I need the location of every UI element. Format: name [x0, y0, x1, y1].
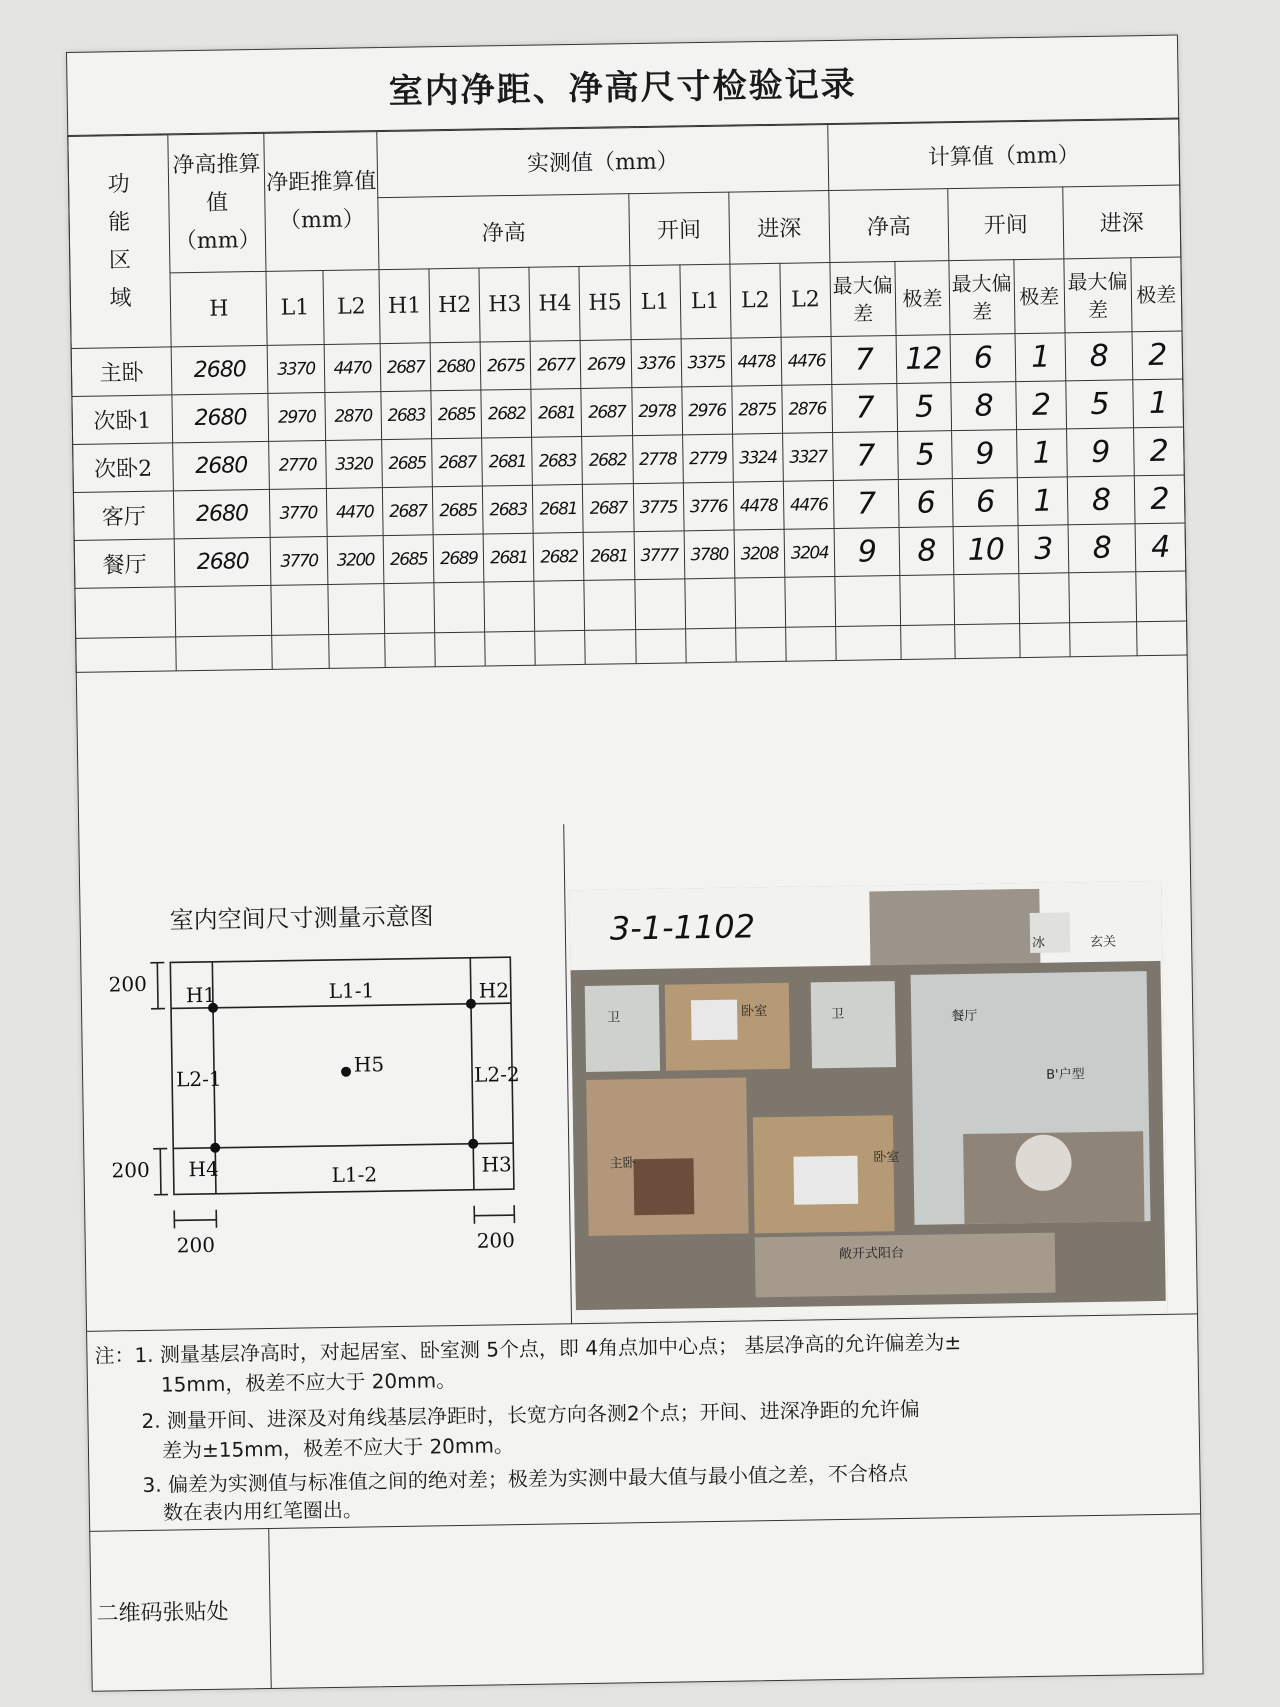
cell-l1: 2770 [269, 440, 326, 489]
cell-calc: 8 [951, 382, 1016, 431]
cell-js2: 2876 [782, 385, 833, 434]
cell-calc: 2 [1132, 331, 1183, 380]
plan-room-zhuwo: 主卧 [609, 1156, 636, 1172]
floor-plan-drawing [569, 881, 1168, 1322]
cell-calc: 8 [899, 527, 954, 576]
record-table [67, 119, 1187, 673]
col-h: H [170, 271, 267, 346]
cell-h2: 2687 [432, 438, 483, 487]
diagram-section [78, 814, 1198, 1331]
cell-h1: 2683 [381, 391, 432, 440]
note-line: 15mm，极差不应大于 20mm。 [160, 1368, 457, 1397]
cell-h3: 2681 [483, 533, 534, 582]
notes-section [86, 1314, 1201, 1531]
cell-kj1: 3775 [633, 483, 684, 532]
dim-bottom-b: 200 [476, 1228, 516, 1253]
col-kj-l1b: L1 [680, 264, 731, 339]
cell-kj1: 2778 [632, 435, 683, 484]
col-js-l2b: L2 [780, 263, 831, 338]
plan-unit-type: B'户型 [1046, 1067, 1085, 1083]
cell-calc: 4 [1135, 523, 1186, 572]
note-line: 2. 测量开间、进深及对角线基层净距时，长宽方向各测2个点；开间、进深净距的允许偏 [141, 1396, 920, 1433]
diagram-title: 室内空间尺寸测量示意图 [169, 902, 434, 935]
plan-room-wei2: 卫 [831, 1006, 845, 1023]
cell-calc: 6 [950, 334, 1015, 383]
cell-h3: 2683 [483, 485, 534, 534]
cell-calc: 6 [952, 478, 1017, 527]
cell-calc: 1 [1015, 333, 1066, 382]
cell-calc: 1 [1017, 477, 1068, 526]
dim-bottom-left: 200 [111, 1157, 150, 1183]
header-calculated: 计算值（mm） [828, 119, 1180, 191]
row-area: 次卧2 [73, 443, 174, 493]
cell-kj2: 2976 [682, 386, 733, 435]
header-calc-height: 净高 [829, 189, 949, 263]
cell-calc: 2 [1016, 381, 1067, 430]
cell-kj2: 3375 [681, 338, 732, 387]
col-js-l2a: L2 [730, 263, 781, 338]
cell-calc: 1 [1132, 379, 1183, 428]
cell-calc: 8 [1065, 332, 1133, 381]
cell-h5: 2679 [581, 340, 632, 389]
header-calc-kaijian: 开间 [948, 187, 1064, 261]
label-h1: H1 [185, 982, 217, 1008]
cell-calc: 5 [897, 383, 952, 432]
cell-h5: 2681 [584, 532, 635, 581]
cell-h1: 2685 [382, 439, 433, 488]
cell-h2: 2685 [433, 486, 484, 535]
cell-l1: 3770 [270, 536, 327, 585]
cell-calc: 2 [1133, 427, 1184, 476]
cell-h: 2680 [171, 345, 268, 395]
dim-top-left: 200 [108, 971, 148, 997]
label-l2-2: L2-2 [473, 1062, 520, 1087]
row-area: 主卧 [71, 347, 172, 397]
cell-calc: 1 [1016, 429, 1067, 478]
cell-h2: 2680 [430, 342, 481, 391]
cell-h1: 2687 [382, 487, 433, 536]
note-line: 注：1. 测量基层净高时，对起居室、卧室测 5个点，即 4角点加中心点； 基层净高的允许偏差为± [94, 1330, 962, 1368]
cell-js2: 3204 [784, 528, 835, 577]
col-l2: L2 [323, 270, 381, 345]
cell-js1: 4478 [733, 481, 784, 530]
header-measured-height: 净高 [378, 194, 630, 270]
cell-l2: 3320 [325, 440, 382, 489]
cell-l1: 2970 [268, 392, 325, 441]
cell-js2: 4476 [783, 480, 834, 529]
cell-h4: 2681 [533, 484, 584, 533]
cell-h: 2680 [174, 537, 271, 587]
cell-calc: 7 [832, 383, 897, 432]
cell-js2: 3327 [782, 433, 833, 482]
cell-h3: 2681 [482, 437, 533, 486]
cell-l2: 2870 [325, 392, 382, 441]
cell-l2: 4470 [324, 344, 381, 393]
label-h3: H3 [481, 1152, 512, 1177]
plan-room-canting: 餐厅 [951, 1008, 978, 1025]
row-area: 餐厅 [74, 539, 175, 589]
cell-calc: 9 [834, 527, 899, 576]
cell-h3: 2682 [481, 389, 532, 438]
cell-calc: 9 [1066, 428, 1134, 477]
cell-h4: 2677 [530, 340, 581, 389]
cell-calc: 7 [831, 336, 896, 385]
cell-js2: 4476 [781, 337, 832, 386]
cell-h: 2680 [174, 489, 271, 539]
cell-h4: 2681 [531, 388, 582, 437]
cell-h5: 2682 [582, 436, 633, 485]
cell-js1: 3324 [732, 433, 783, 482]
cell-calc: 3 [1018, 525, 1069, 574]
col-kaijian-maxdev: 最大偏差 [949, 260, 1015, 335]
col-jinshen-maxdev: 最大偏差 [1064, 258, 1132, 333]
col-kj-l1a: L1 [630, 265, 681, 340]
header-height-estimate: 净高推算值（mm） [168, 133, 266, 272]
note-line: 差为±15mm，极差不应大于 20mm。 [161, 1433, 515, 1463]
col-height-range: 极差 [895, 261, 950, 336]
header-calc-jinshen: 进深 [1063, 185, 1181, 259]
inspection-form-sheet [66, 35, 1204, 1692]
cell-h2: 2685 [431, 390, 482, 439]
cell-l2: 4470 [326, 488, 383, 537]
row-area: 次卧1 [72, 395, 173, 445]
cell-calc: 12 [896, 335, 951, 384]
plan-room-woshi2: 卧室 [873, 1150, 900, 1166]
cell-h3: 2675 [480, 341, 531, 390]
dim-bottom-a: 200 [176, 1232, 216, 1258]
col-h1: H1 [379, 269, 430, 344]
row-area: 客厅 [73, 491, 174, 541]
label-h5: H5 [353, 1052, 385, 1077]
cell-calc: 5 [897, 431, 952, 480]
plan-room-xuanguan: 玄关 [1089, 934, 1117, 951]
plan-room-woshi: 卧室 [741, 1004, 768, 1020]
cell-h5: 2687 [583, 484, 634, 533]
cell-l1: 3770 [270, 488, 327, 537]
col-h4: H4 [529, 266, 580, 341]
col-kaijian-range: 极差 [1014, 259, 1065, 334]
cell-calc: 5 [1066, 380, 1134, 429]
cell-js1: 2875 [732, 385, 783, 434]
cell-kj1: 2978 [631, 387, 682, 436]
cell-h1: 2685 [383, 535, 434, 584]
plan-balcony: 敞开式阳台 [838, 1245, 905, 1263]
cell-calc: 7 [833, 431, 898, 480]
cell-calc: 8 [1068, 524, 1136, 573]
header-distance-estimate: 净距推算值（mm） [264, 132, 379, 272]
cell-h: 2680 [172, 393, 269, 443]
cell-calc: 2 [1134, 475, 1185, 524]
cell-calc: 6 [898, 479, 953, 528]
plan-room-bing: 冰 [1032, 935, 1046, 951]
header-measured-jinshen: 进深 [729, 191, 830, 265]
measurement-diagram [78, 824, 572, 1332]
cell-calc: 8 [1067, 476, 1135, 525]
form-title: 室内净距、净高尺寸检验记录 [66, 35, 1179, 136]
cell-calc: 7 [833, 479, 898, 528]
col-l1: L1 [266, 270, 324, 345]
cell-h: 2680 [173, 441, 270, 491]
cell-l2: 3200 [327, 536, 384, 585]
cell-h5: 2687 [581, 388, 632, 437]
cell-calc: 9 [952, 430, 1017, 479]
floor-plan-image [569, 881, 1168, 1322]
header-measured-kaijian: 开间 [628, 192, 729, 266]
cell-h4: 2682 [533, 532, 584, 581]
label-h2: H2 [478, 978, 510, 1003]
cell-kj2: 2779 [682, 434, 733, 483]
label-h4: H4 [188, 1156, 219, 1182]
cell-h2: 2689 [433, 534, 484, 583]
cell-kj2: 3780 [684, 530, 735, 579]
note-line: 3. 偏差为实测值与标准值之间的绝对差；极差为实测中最大值与最小值之差，不合格点 [142, 1460, 909, 1497]
col-height-maxdev: 最大偏差 [830, 262, 896, 337]
cell-h4: 2683 [532, 436, 583, 485]
qr-code-label: 二维码张贴处 [89, 1529, 271, 1692]
header-area: 功 能 区 域 [68, 135, 172, 349]
cell-h1: 2687 [380, 343, 431, 392]
col-h3: H3 [479, 267, 530, 342]
cell-l1: 3370 [267, 344, 324, 393]
cell-calc: 10 [953, 526, 1018, 575]
label-l1-1: L1-1 [328, 978, 375, 1003]
cell-kj2: 3776 [683, 482, 734, 531]
qr-code-section [89, 1514, 1203, 1691]
cell-js1: 4478 [731, 337, 782, 386]
qr-code-area [269, 1514, 1203, 1689]
measurement-diagram-panel [78, 824, 572, 1332]
cell-kj1: 3777 [634, 531, 685, 580]
col-h5: H5 [579, 266, 630, 341]
note-line: 数在表内用红笔圈出。 [162, 1497, 364, 1525]
header-measured: 实测值（mm） [377, 125, 829, 198]
col-h2: H2 [429, 268, 480, 343]
plan-room-wei1: 卫 [607, 1010, 621, 1026]
cell-kj1: 3376 [631, 339, 682, 388]
cell-js1: 3208 [734, 529, 785, 578]
label-l2-1: L2-1 [175, 1066, 222, 1092]
col-jinshen-range: 极差 [1131, 257, 1182, 332]
label-l1-2: L1-2 [331, 1162, 378, 1187]
plan-unit-label: 3-1-1102 [609, 907, 756, 948]
